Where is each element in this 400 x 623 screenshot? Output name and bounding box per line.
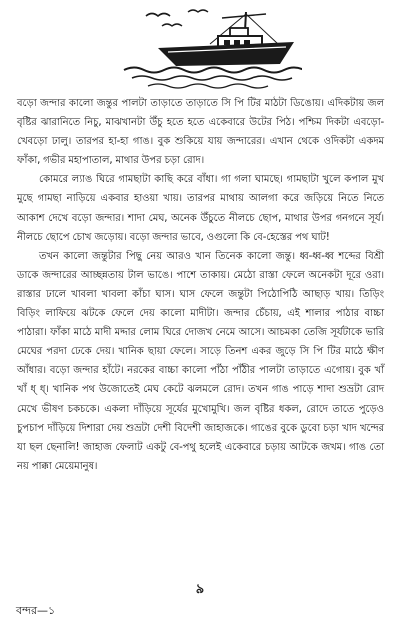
page-number: ৯ — [195, 582, 205, 597]
signature-mark: বন্দর—১ — [16, 604, 56, 617]
paragraph-3: তখন কালো জন্তুটার পিছু নেয় আরও খান তিনেক কালো জন্তু। ধ্ব-ধ্ব-ধ্ব শব্দের বিশ্রী ডাকে জন্দারের আচ্ছন্নতায় টাল ভাঙে। পাশে তাকায়। মেঠো রাস্তা ফেলে অনেকটা দূরে ওরা। রাস্তার ঢালে খাবলা খাবলা কাঁচা ঘাস। ঘাস ফেলে জন্তুটা পিঠোপিঠি আছাড় খায়। তিড়িং বিড়িং লাফিয়ে ঝটকে ফেলে দেয় কালো মাদীটা। জন্দার চেঁচায়, এই শালার পাঠার বাচ্চা পাঠারা। ফাঁকা মাঠে মাদী মদ্দার লোম ঘিরে দোজখ নেমে আসে। আচমকা তেজি সূর্যটাকে ভারি মেঘের পরদা ঢেকে দেয়। খানিক ছায়া ফেলে। সাড়ে তিনশ একর জুড়ে সি পি টির মাঠে ক্ষীণ আঁধার। বড়ো জন্দার হাঁটে। নরকের বাচ্চা কালো পাঁঠা পাঁঠীর পালটা তাড়াতে এগোয়। বুক খাঁ খাঁ ধ্ ধ্। খানিক পথ উজোতেই মেঘ কেটে ঝলমলে রোদ। তখন গাঙ পাড়ে শাদা শুভ্রটা রোদ মেখে ভীষণ চকচকে। একলা দাঁড়িয়ে সূর্যের মুখোমুখি। জল বৃষ্টির ধকল, রোদে তাতে পুড়েও চুপচাপ দাঁড়িয়ে দিশারা দেয় শুভ্রটা দেশী বিদেশী জাহাজকে। গাঙের বুকে ডুবো চড়া খাদ খন্দের যা ছল ছেনালি! জাহাজ ফেলাট একটু বে-পথু হলেই একেবারে চড়ায় আটকে জখম। গাঙ তো নয় পাক্কা মেয়েমানুষ। — [17, 250, 384, 472]
ship-illustration-icon — [118, 6, 302, 90]
paragraph-1: বড়ো জন্দার কালো জন্তুর পালটা তাড়াতে তাড়াতে সি পি টির মাঠটা ডিঙোয়। এদিকটায় জল বৃষ্টির ঝারানিতে নিচু, মাঝখানটা উঁচু হতে হতে একেবারে উটের পিঠ। পশ্চিম দিকটা এবড়ো-খেবড়ো ঢালু। তারপর হা-হা গাঙ। বুক শুকিয়ে যায় জন্দারের। এখান থেকে ওদিকটা একদম ফাঁকা, গভীর মহাপাতাল, মাথার উপর চড়া রোদ। — [17, 98, 384, 167]
paragraph-2: কোমরে ল্যাঙ ঘিরে গামছাটা কাছি করে বাঁধা। গা গলা ঘামছে। গামছাটা খুলে কপাল মুখ মুছে গামছা নাড়িয়ে একবার হাওয়া খায়। তারপর মাথায় আলগা করে জড়িয়ে নিতে নিতে আকাশ দেখে বড়ো জন্দার। শাদা মেঘ, অনেক উঁচুতে নীলচে ছোপ, মাথার উপর গনগনে সূর্য। নীলচে ছোপে চোখ জড়োয়। বড়ো জন্দার ভাবে, ওগুলো কি বে-হেস্তের পথ ঘাট! — [17, 174, 384, 243]
chapter-body — [17, 94, 384, 476]
